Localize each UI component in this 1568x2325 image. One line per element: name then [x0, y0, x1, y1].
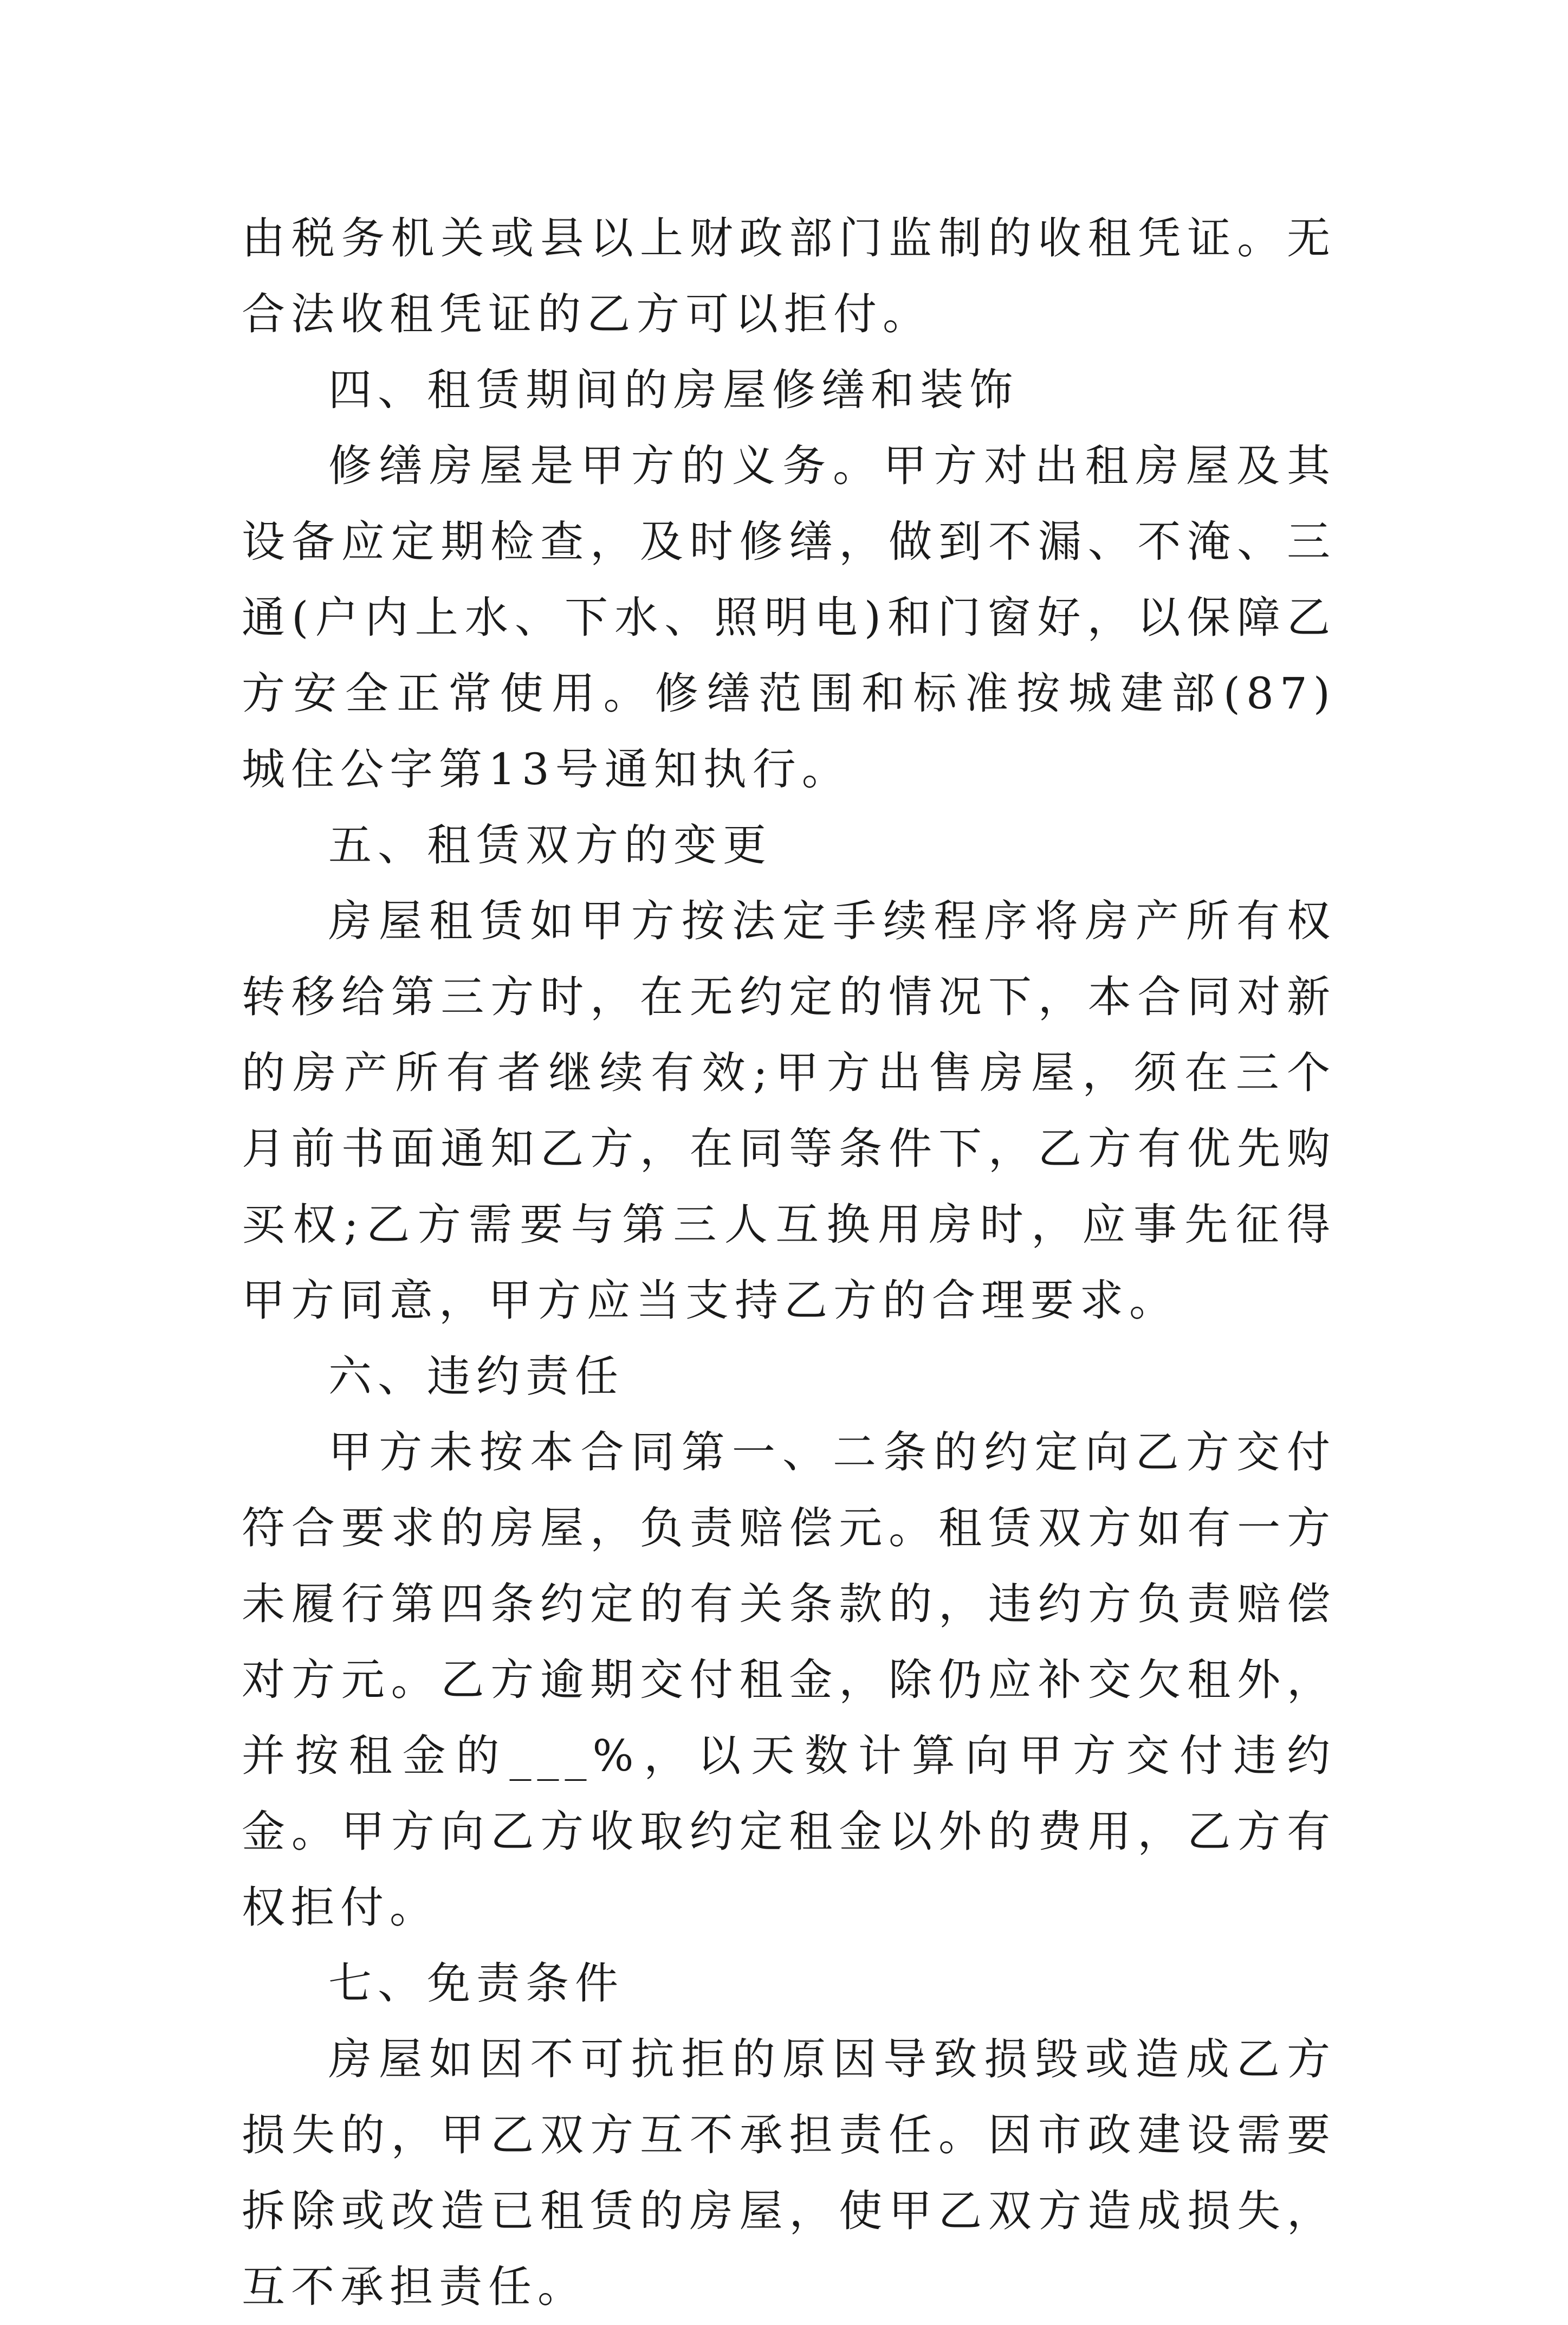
paragraph-exemption: 房屋如因不可抗拒的原因导致损毁或造成乙方损失的，甲乙双方互不承担责任。因市政建设需要拆除或改造已租赁的房屋，使甲乙双方造成损失，互不承担责任。	[242, 2034, 1336, 2312]
heading-section-6: 六、违约责任	[328, 1351, 624, 1402]
document-body	[242, 201, 1336, 2325]
paragraph-liability: 甲方未按本合同第一、二条的约定向乙方交付符合要求的房屋，负责赔偿元。租赁双方如有一方未履行第四条约定的有关条款的，违约方负责赔偿对方元。乙方逾期交付租金，除仍应补交欠租外，并按租金的___%，以天数计算向甲方交付违约金。甲方向乙方收取约定租金以外的费用，乙方有权拒付。	[242, 1427, 1336, 1933]
paragraph-repairs: 修缮房屋是甲方的义务。甲方对出租房屋及其设备应定期检查，及时修缮，做到不漏、不淹、三通(户内上水、下水、照明电)和门窗好，以保障乙方安全正常使用。修缮范围和标准按城建部(87)城住公字第13号通知执行。	[242, 441, 1336, 795]
paragraph-rent-receipt: 由税务机关或县以上财政部门监制的收租凭证。无合法收租凭证的乙方可以拒付。	[242, 213, 1336, 339]
heading-section-5: 五、租赁双方的变更	[328, 820, 772, 870]
heading-section-4: 四、租赁期间的房屋修缮和装饰	[328, 365, 1019, 415]
paragraph-changes: 房屋租赁如甲方按法定手续程序将房产所有权转移给第三方时，在无约定的情况下，本合同对新的房产所有者继续有效;甲方出售房屋，须在三个月前书面通知乙方，在同等条件下，乙方有优先购买权;乙方需要与第三人互换用房时，应事先征得甲方同意，甲方应当支持乙方的合理要求。	[242, 896, 1336, 1326]
heading-section-7: 七、免责条件	[328, 1958, 624, 2008]
